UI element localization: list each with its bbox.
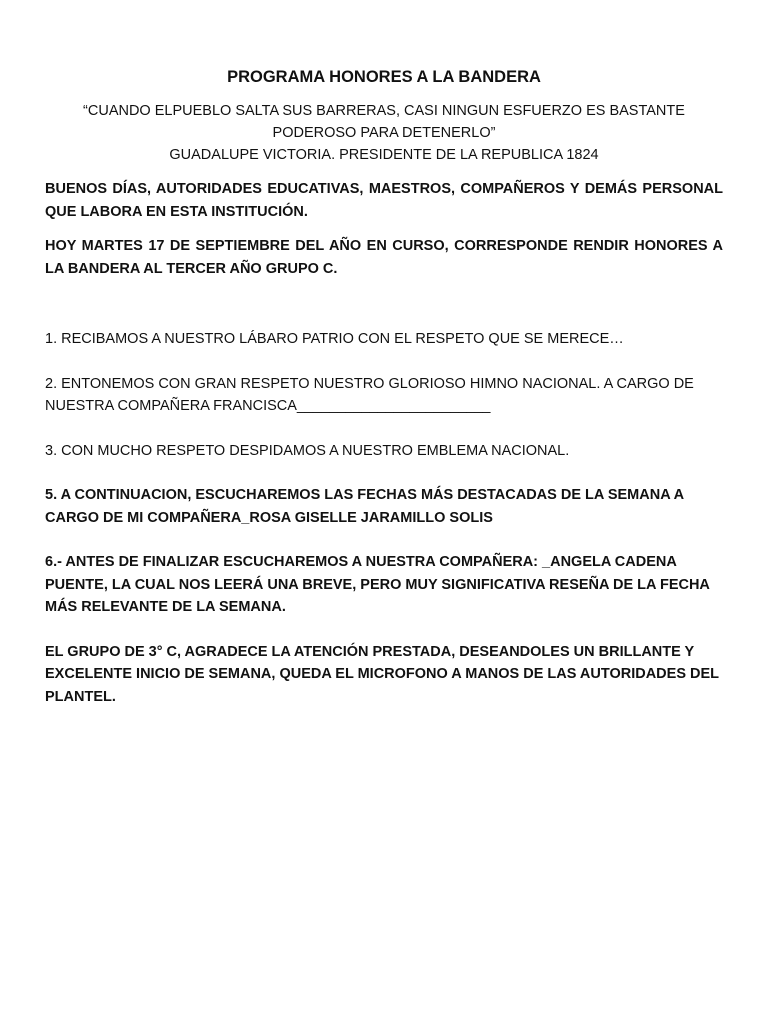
step-item: 5. A CONTINUACION, ESCUCHAREMOS LAS FECHAS MÁS DESTACADAS DE LA SEMANA A CARGO DE MI COMPAÑERA_ROSA GISELLE JARAMILLO SOLIS <box>45 487 684 526</box>
document-title: PROGRAMA HONORES A LA BANDERA <box>227 68 541 86</box>
document-page <box>45 66 723 730</box>
greeting-paragraph: BUENOS DÍAS, AUTORIDADES EDUCATIVAS, MAESTROS, COMPAÑEROS Y DEMÁS PERSONAL QUE LABORA EN ESTA INSTITUCIÓN. <box>45 181 723 220</box>
step-item: 1. RECIBAMOS A NUESTRO LÁBARO PATRIO CON EL RESPETO QUE SE MERECE… <box>45 331 624 347</box>
date-paragraph: HOY MARTES 17 DE SEPTIEMBRE DEL AÑO EN CURSO, CORRESPONDE RENDIR HONORES A LA BANDERA AL TERCER AÑO GRUPO C. <box>45 238 723 277</box>
quote-text: “CUANDO ELPUEBLO SALTA SUS BARRERAS, CASI NINGUN ESFUERZO ES BASTANTE PODEROSO PARA DETENERLO” <box>83 103 685 141</box>
epigraph-quote <box>45 100 723 166</box>
step-item: 2. ENTONEMOS CON GRAN RESPETO NUESTRO GLORIOSO HIMNO NACIONAL. A CARGO DE NUESTRA COMPAÑERA FRANCISCA________________________ <box>45 375 694 414</box>
closing-paragraph: EL GRUPO DE 3° C, AGRADECE LA ATENCIÓN PRESTADA, DESEANDOLES UN BRILLANTE Y EXCELENTE INICIO DE SEMANA, QUEDA EL MICROFONO A MANOS DE LAS AUTORIDADES DEL PLANTEL. <box>45 643 719 705</box>
step-item: 6.- ANTES DE FINALIZAR ESCUCHAREMOS A NUESTRA COMPAÑERA: _ANGELA CADENA PUENTE, LA CUAL NOS LEERÁ UNA BREVE, PERO MUY SIGNIFICATIVA RESEÑA DE LA FECHA MÁS RELEVANTE DE LA SEMANA. <box>45 554 710 615</box>
quote-attribution: GUADALUPE VICTORIA. PRESIDENTE DE LA REPUBLICA 1824 <box>169 147 599 163</box>
step-item: 3. CON MUCHO RESPETO DESPIDAMOS A NUESTRO EMBLEMA NACIONAL. <box>45 442 570 459</box>
